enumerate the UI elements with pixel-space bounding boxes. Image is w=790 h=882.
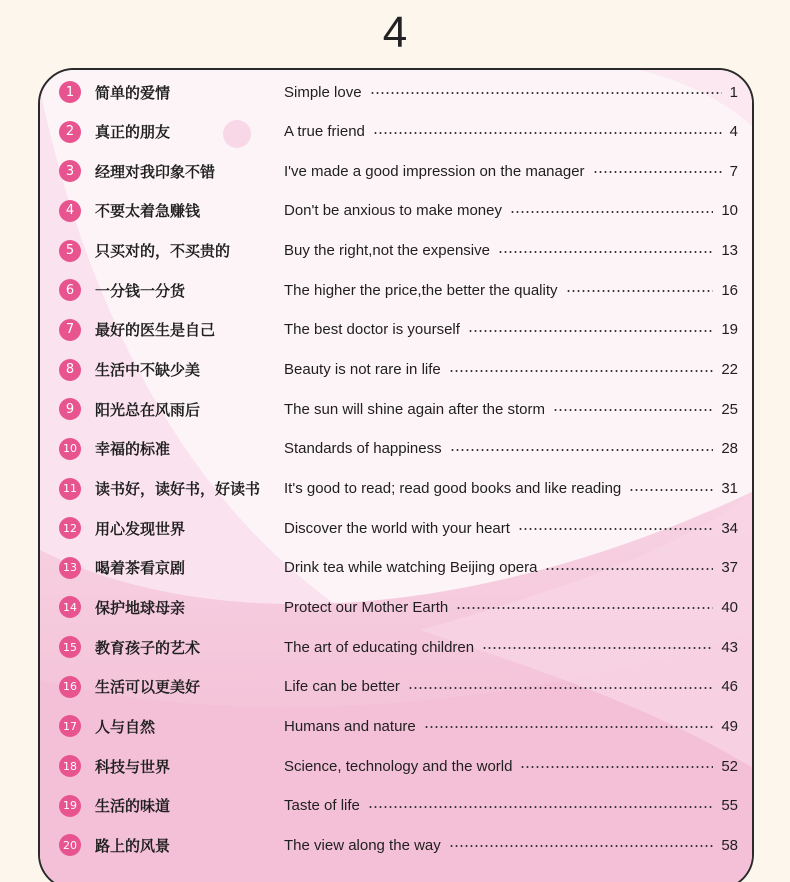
- chapter-title-english: Simple love: [284, 83, 362, 101]
- toc-row[interactable]: [40, 830, 754, 860]
- leader-dots: [553, 409, 713, 411]
- chapter-page-number: 13: [721, 242, 738, 260]
- chapter-title-chinese: 保护地球母亲: [95, 598, 186, 617]
- chapter-page-number: 16: [721, 281, 738, 299]
- leader-dots: [450, 449, 713, 451]
- chapter-page-number: 46: [721, 678, 738, 696]
- leader-dots: [370, 92, 722, 94]
- toc-row[interactable]: [40, 275, 754, 305]
- chapter-title-english: Don't be anxious to make money: [284, 202, 502, 220]
- chapter-title-chinese: 最好的医生是自己: [95, 321, 216, 340]
- chapter-title-chinese: 生活的味道: [95, 797, 171, 816]
- chapter-title-english: Buy the right,not the expensive: [284, 242, 490, 260]
- leader-dots: [456, 607, 713, 609]
- toc-row[interactable]: [40, 156, 754, 186]
- chapter-page-number: 1: [729, 83, 738, 101]
- toc-row[interactable]: [40, 394, 754, 424]
- chapter-title-chinese: 幸福的标准: [95, 440, 171, 459]
- chapter-page-number: 49: [721, 717, 738, 735]
- chapter-title-chinese: 人与自然: [95, 717, 156, 736]
- toc-row[interactable]: [40, 632, 754, 662]
- chapter-title-chinese: 阳光总在风雨后: [95, 400, 201, 419]
- chapter-number-badge: 15: [59, 636, 81, 658]
- toc-row[interactable]: [40, 711, 754, 741]
- toc-row[interactable]: [40, 236, 754, 266]
- chapter-page-number: 10: [721, 202, 738, 220]
- chapter-title-english: I've made a good impression on the manager: [284, 162, 585, 180]
- chapter-number-badge: 7: [59, 319, 81, 341]
- chapter-title-english: Discover the world with your heart: [284, 519, 510, 537]
- toc-row[interactable]: [40, 196, 754, 226]
- toc-row[interactable]: [40, 315, 754, 345]
- chapter-title-chinese: 生活中不缺少美: [95, 361, 201, 380]
- leader-dots: [593, 171, 722, 173]
- chapter-number-badge: 3: [59, 160, 81, 182]
- chapter-title-english: Humans and nature: [284, 717, 416, 735]
- chapter-number-badge: 14: [59, 596, 81, 618]
- leader-dots: [545, 568, 713, 570]
- chapter-page-number: 43: [721, 638, 738, 656]
- chapter-page-number: 34: [721, 519, 738, 537]
- chapter-number-badge: 18: [59, 755, 81, 777]
- chapter-title-chinese: 经理对我印象不错: [95, 162, 216, 181]
- chapter-page-number: 7: [729, 162, 738, 180]
- chapter-title-english: Science, technology and the world: [284, 757, 513, 775]
- chapter-title-english: The best doctor is yourself: [284, 321, 460, 339]
- toc-row[interactable]: [40, 117, 754, 147]
- toc-row[interactable]: [40, 791, 754, 821]
- chapter-number-badge: 11: [59, 478, 81, 500]
- leader-dots: [510, 211, 713, 213]
- leader-dots: [368, 806, 713, 808]
- toc-row[interactable]: [40, 751, 754, 781]
- toc-row[interactable]: [40, 355, 754, 385]
- chapter-number-badge: 17: [59, 715, 81, 737]
- chapter-title-english: Drink tea while watching Beijing opera: [284, 559, 538, 577]
- chapter-page-number: 28: [721, 440, 738, 458]
- chapter-page-number: 22: [721, 361, 738, 379]
- chapter-title-english: Protect our Mother Earth: [284, 598, 449, 616]
- chapter-title-english: The higher the price,the better the quality: [284, 281, 558, 299]
- chapter-page-number: 55: [721, 797, 738, 815]
- chapter-title-chinese: 生活可以更美好: [95, 678, 201, 697]
- chapter-number-badge: 10: [59, 438, 81, 460]
- chapter-number-badge: 12: [59, 517, 81, 539]
- chapter-page-number: 37: [721, 559, 738, 577]
- chapter-number-badge: 20: [59, 834, 81, 856]
- leader-dots: [498, 251, 713, 253]
- leader-dots: [520, 766, 713, 768]
- chapter-title-chinese: 真正的朋友: [95, 123, 171, 142]
- chapter-number-badge: 4: [59, 200, 81, 222]
- chapter-title-english: The view along the way: [284, 836, 441, 854]
- chapter-title-chinese: 路上的风景: [95, 836, 171, 855]
- chapter-number-badge: 13: [59, 557, 81, 579]
- page-number: 4: [382, 8, 408, 57]
- chapter-title-english: The art of educating children: [284, 638, 475, 656]
- chapter-page-number: 4: [729, 123, 738, 141]
- leader-dots: [449, 370, 713, 372]
- chapter-page-number: 25: [721, 400, 738, 418]
- chapter-number-badge: 6: [59, 279, 81, 301]
- chapter-title-chinese: 教育孩子的艺术: [95, 638, 201, 657]
- leader-dots: [408, 687, 713, 689]
- chapter-number-badge: 19: [59, 795, 81, 817]
- chapter-title-chinese: 喝着茶看京剧: [95, 559, 186, 578]
- chapter-page-number: 31: [721, 480, 738, 497]
- chapter-title-chinese: 一分钱一分货: [95, 281, 186, 300]
- chapter-title-english: Taste of life: [284, 797, 360, 815]
- toc-row[interactable]: [40, 592, 754, 622]
- chapter-number-badge: 5: [59, 240, 81, 262]
- chapter-title-english: Life can be better: [284, 678, 400, 696]
- chapter-page-number: 19: [721, 321, 738, 339]
- chapter-number-badge: 16: [59, 676, 81, 698]
- chapter-title-english: The sun will shine again after the storm: [284, 400, 545, 418]
- chapter-page-number: 40: [721, 598, 738, 616]
- chapter-title-chinese: 读书好，读好书，好读书: [95, 480, 261, 498]
- leader-dots: [566, 290, 713, 292]
- chapter-title-chinese: 只买对的，不买贵的: [95, 242, 231, 261]
- chapter-page-number: 52: [721, 757, 738, 775]
- toc-row[interactable]: [40, 474, 754, 504]
- leader-dots: [424, 726, 713, 728]
- chapter-title-chinese: 不要太着急赚钱: [95, 202, 201, 221]
- leader-dots: [373, 132, 722, 134]
- chapter-number-badge: 9: [59, 398, 81, 420]
- toc-row[interactable]: [40, 513, 754, 543]
- leader-dots: [482, 647, 713, 649]
- chapter-number-badge: 8: [59, 359, 81, 381]
- chapter-title-english: It's good to read; read good books and like reading: [284, 480, 622, 497]
- leader-dots: [449, 845, 713, 847]
- leader-dots: [468, 330, 713, 332]
- leader-dots: [518, 528, 713, 530]
- chapter-title-chinese: 科技与世界: [95, 757, 171, 776]
- chapter-title-english: Standards of happiness: [284, 440, 442, 458]
- toc-row[interactable]: [40, 672, 754, 702]
- chapter-number-badge: 1: [59, 81, 81, 103]
- toc-row[interactable]: [40, 77, 754, 107]
- toc-card: [38, 68, 754, 882]
- leader-dots: [629, 489, 713, 491]
- chapter-title-english: Beauty is not rare in life: [284, 361, 441, 379]
- chapter-title-english: A true friend: [284, 123, 365, 141]
- toc-row[interactable]: [40, 553, 754, 583]
- chapter-title-chinese: 简单的爱情: [95, 83, 171, 102]
- chapter-title-chinese: 用心发现世界: [95, 519, 186, 538]
- chapter-page-number: 58: [721, 836, 738, 854]
- toc-row[interactable]: [40, 434, 754, 464]
- chapter-number-badge: 2: [59, 121, 81, 143]
